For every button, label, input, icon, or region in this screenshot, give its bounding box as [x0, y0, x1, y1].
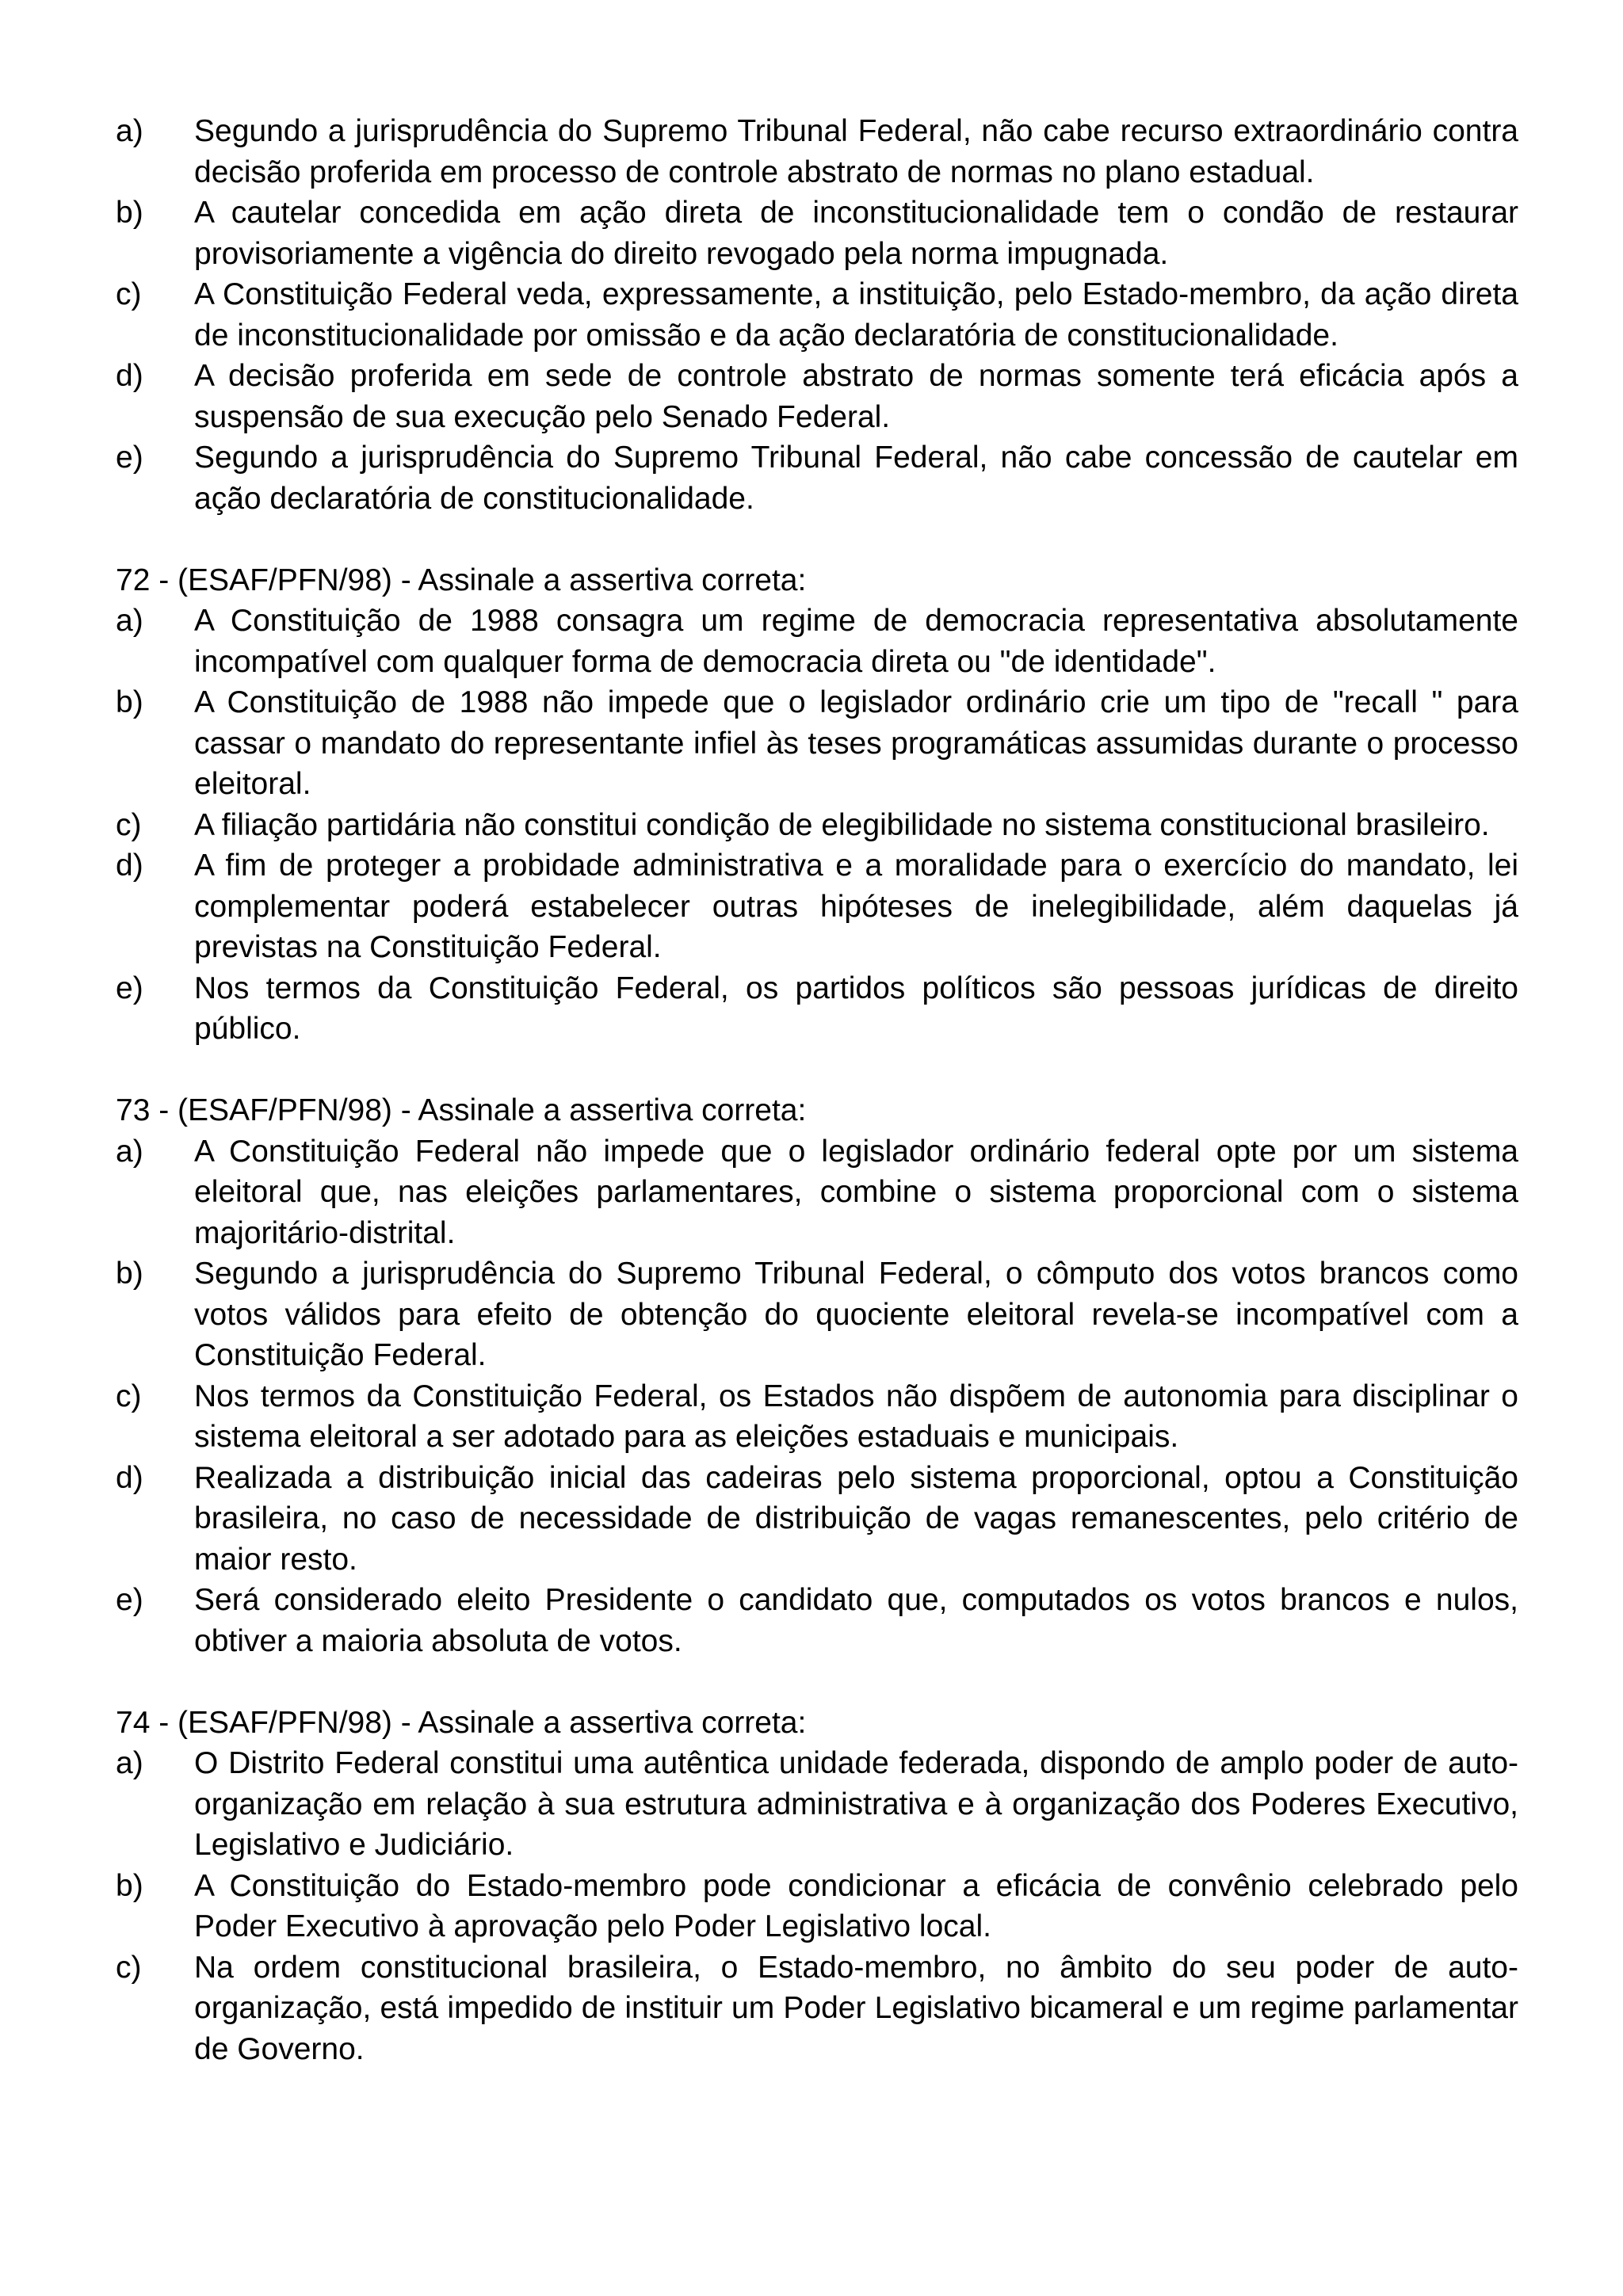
answer-option: [116, 437, 1518, 519]
answer-option: [116, 1866, 1518, 1947]
option-letter: e): [116, 971, 143, 1005]
option-text: A cautelar concedida em ação direta de inconstitucionalidade tem o condão de restaurar provisoriamente a vigência do direito revogado pela norma impugnada.: [194, 196, 1518, 271]
option-text: A Constituição de 1988 consagra um regime de democracia representativa absolutamente incompatível com qualquer forma de democracia direta ou "de identidade".: [194, 604, 1518, 679]
option-text: A Constituição de 1988 não impede que o legislador ordinário crie um tipo de "recall " para cassar o mandato do representante infiel às teses programáticas assumidas durante o processo eleitoral.: [194, 685, 1518, 801]
answer-option: [116, 1131, 1518, 1254]
answer-option: [116, 193, 1518, 274]
answer-option: [116, 805, 1518, 846]
option-text: Segundo a jurisprudência do Supremo Tribunal Federal, o cômputo dos votos brancos como votos válidos para efeito de obtenção do quociente eleitoral revela-se incompatível com a Constituição Federal.: [194, 1257, 1518, 1372]
option-letter: c): [116, 807, 142, 842]
answer-option: [116, 1458, 1518, 1581]
option-letter: a): [116, 1134, 143, 1169]
option-text: Na ordem constitucional brasileira, o Estado-membro, no âmbito do seu poder de auto-organização, está impedido de instituir um Poder Legislativo bicameral e um regime parlamentar de Governo.: [194, 1950, 1518, 2066]
answer-option: [116, 1376, 1518, 1458]
answer-option: [116, 274, 1518, 356]
answer-option: [116, 845, 1518, 968]
answer-option: [116, 356, 1518, 437]
option-letter: b): [116, 1868, 143, 1903]
option-letter: e): [116, 441, 143, 475]
answer-option: [116, 682, 1518, 805]
question-header: 74 - (ESAF/PFN/98) - Assinale a assertiva correta:: [116, 1705, 807, 1740]
answer-option: [116, 1580, 1518, 1661]
option-letter: a): [116, 1746, 143, 1780]
option-letter: b): [116, 196, 143, 230]
question-block-71: [116, 111, 1518, 519]
option-text: Será considerado eleito Presidente o candidato que, computados os votos brancos e nulos, obtiver a maioria absoluta de votos.: [194, 1583, 1518, 1658]
option-letter: c): [116, 1379, 142, 1413]
document-page: [116, 111, 1518, 2069]
option-letter: e): [116, 1583, 143, 1617]
option-letter: d): [116, 849, 143, 883]
answer-option: [116, 1947, 1518, 2070]
option-text: Segundo a jurisprudência do Supremo Tribunal Federal, não cabe recurso extraordinário contra decisão proferida em processo de controle abstrato de normas no plano estadual.: [194, 114, 1518, 189]
option-letter: b): [116, 1257, 143, 1291]
option-letter: d): [116, 1460, 143, 1495]
question-block-72: [116, 560, 1518, 1050]
answer-option: [116, 1253, 1518, 1376]
option-text: A decisão proferida em sede de controle abstrato de normas somente terá eficácia após a suspensão de sua execução pelo Senado Federal.: [194, 359, 1518, 434]
answer-option: [116, 968, 1518, 1050]
option-text: Nos termos da Constituição Federal, os partidos políticos são pessoas jurídicas de direito público.: [194, 971, 1518, 1046]
answer-option: [116, 1743, 1518, 1866]
option-letter: a): [116, 604, 143, 638]
option-text: A filiação partidária não constitui condição de elegibilidade no sistema constitucional brasileiro.: [194, 807, 1490, 842]
question-header: 73 - (ESAF/PFN/98) - Assinale a assertiva correta:: [116, 1093, 807, 1127]
option-text: A fim de proteger a probidade administrativa e a moralidade para o exercício do mandato, lei complementar poderá estabelecer outras hipóteses de inelegibilidade, além daquelas já previstas na Constituição Federal.: [194, 849, 1518, 964]
option-letter: a): [116, 114, 143, 148]
question-header: 72 - (ESAF/PFN/98) - Assinale a assertiva correta:: [116, 563, 807, 597]
option-text: Nos termos da Constituição Federal, os Estados não dispõem de autonomia para disciplinar o sistema eleitoral a ser adotado para as eleições estaduais e municipais.: [194, 1379, 1518, 1454]
option-text: Realizada a distribuição inicial das cadeiras pelo sistema proporcional, optou a Constituição brasileira, no caso de necessidade de distribuição de vagas remanescentes, pelo critério de maior resto.: [194, 1460, 1518, 1577]
option-letter: c): [116, 277, 142, 311]
answer-option: [116, 601, 1518, 682]
question-block-73: [116, 1090, 1518, 1661]
option-letter: c): [116, 1950, 142, 1985]
option-text: A Constituição Federal não impede que o legislador ordinário federal opte por um sistema eleitoral que, nas eleições parlamentares, combine o sistema proporcional com o sistema majoritário-distrital.: [194, 1134, 1518, 1250]
option-text: A Constituição Federal veda, expressamente, a instituição, pelo Estado-membro, da ação direta de inconstitucionalidade por omissão e da ação declaratória de constitucionalidade.: [194, 277, 1518, 353]
option-letter: b): [116, 685, 143, 719]
option-text: Segundo a jurisprudência do Supremo Tribunal Federal, não cabe concessão de cautelar em ação declaratória de constitucionalidade.: [194, 441, 1518, 516]
question-block-74: [116, 1703, 1518, 2070]
option-text: O Distrito Federal constitui uma autêntica unidade federada, dispondo de amplo poder de auto-organização em relação à sua estrutura administrativa e à organização dos Poderes Executivo, Legislativo e Judiciário.: [194, 1746, 1518, 1862]
option-letter: d): [116, 359, 143, 393]
answer-option: [116, 111, 1518, 193]
option-text: A Constituição do Estado-membro pode condicionar a eficácia de convênio celebrado pelo Poder Executivo à aprovação pelo Poder Legislativo local.: [194, 1868, 1518, 1943]
